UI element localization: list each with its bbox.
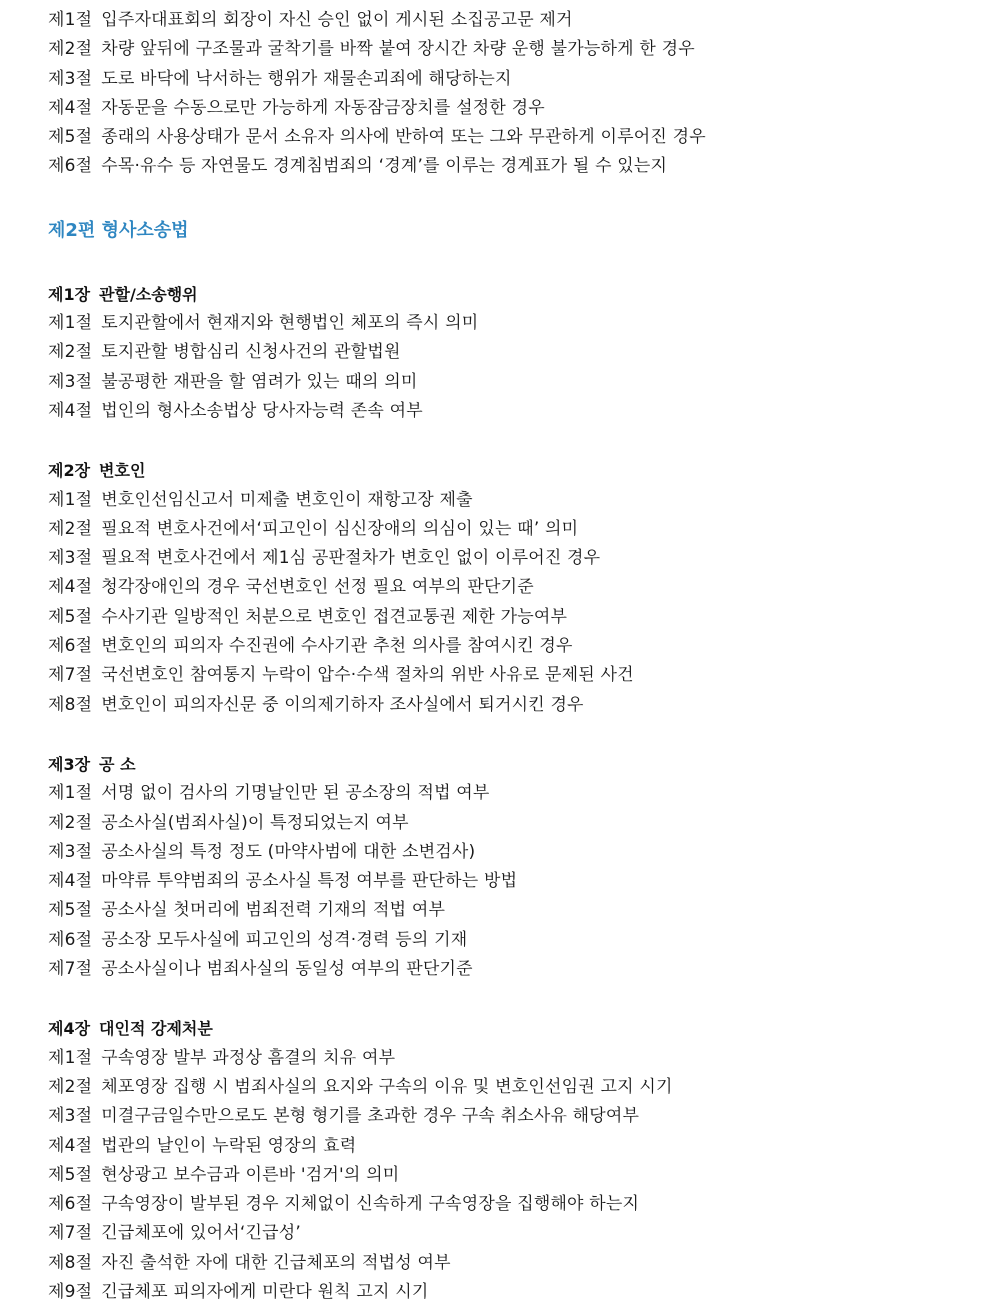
section-number: 제4절 bbox=[48, 97, 93, 118]
section-title: 공소사실 첫머리에 범죄전력 기재의 적법 여부 bbox=[101, 900, 446, 921]
list-item bbox=[48, 544, 978, 573]
list-item bbox=[48, 515, 978, 544]
section-title: 청각장애인의 경우 국선변호인 선정 필요 여부의 판단기준 bbox=[101, 577, 534, 598]
section-title: 긴급체포에 있어서‘긴급성’ bbox=[101, 1223, 301, 1244]
chapter-4 bbox=[48, 1014, 978, 1307]
spacer bbox=[48, 182, 978, 211]
table-of-contents bbox=[48, 6, 978, 1307]
list-item bbox=[48, 123, 978, 152]
chapter-number: 제3장 bbox=[48, 754, 91, 774]
section-number: 제6절 bbox=[48, 636, 93, 657]
spacer bbox=[48, 720, 978, 750]
section-number: 제3절 bbox=[48, 548, 93, 569]
list-item bbox=[48, 896, 978, 925]
section-number: 제8절 bbox=[48, 694, 93, 715]
list-item bbox=[48, 1044, 978, 1073]
chapter-heading bbox=[48, 750, 978, 779]
section-number: 제1절 bbox=[48, 1047, 93, 1068]
section-number: 제2절 bbox=[48, 342, 93, 363]
section-number: 제8절 bbox=[48, 1252, 93, 1273]
section-number: 제5절 bbox=[48, 606, 93, 627]
section-number: 제2절 bbox=[48, 1076, 93, 1097]
section-number: 제7절 bbox=[48, 665, 93, 686]
list-item bbox=[48, 94, 978, 123]
section-title: 자동문을 수동으로만 가능하게 자동잠금장치를 설정한 경우 bbox=[101, 97, 545, 118]
section-number: 제7절 bbox=[48, 1223, 93, 1244]
spacer bbox=[48, 426, 978, 456]
list-item bbox=[48, 1190, 978, 1219]
section-title: 법인의 형사소송법상 당사자능력 존속 여부 bbox=[101, 400, 423, 421]
list-item bbox=[48, 1102, 978, 1131]
section-title: 미결구금일수만으로도 본형 형기를 초과한 경우 구속 취소사유 해당여부 bbox=[101, 1106, 640, 1127]
chapter-title: 대인적 강제처분 bbox=[99, 1019, 213, 1039]
section-number: 제4절 bbox=[48, 871, 93, 892]
section-title: 공소사실이나 범죄사실의 동일성 여부의 판단기준 bbox=[101, 959, 473, 980]
list-item bbox=[48, 6, 978, 35]
section-title: 변호인의 피의자 수진권에 수사기관 추천 의사를 참여시킨 경우 bbox=[101, 636, 573, 657]
section-number: 제6절 bbox=[48, 156, 93, 177]
section-number: 제4절 bbox=[48, 400, 93, 421]
section-title: 공소사실의 특정 정도 (마약사범에 대한 소변검사) bbox=[101, 841, 476, 862]
list-item bbox=[48, 486, 978, 515]
chapter-number: 제1장 bbox=[48, 284, 91, 304]
list-item bbox=[48, 809, 978, 838]
list-item bbox=[48, 1161, 978, 1190]
section-title: 수사기관 일방적인 처분으로 변호인 접견교통권 제한 가능여부 bbox=[101, 606, 568, 627]
section-number: 제6절 bbox=[48, 929, 93, 950]
spacer bbox=[48, 984, 978, 1014]
list-item bbox=[48, 65, 978, 94]
list-item bbox=[48, 397, 978, 426]
section-title: 서명 없이 검사의 기명날인만 된 공소장의 적법 여부 bbox=[101, 783, 490, 804]
list-item bbox=[48, 1132, 978, 1161]
section-title: 체포영장 집행 시 범죄사실의 요지와 구속의 이유 및 변호인선임권 고지 시기 bbox=[101, 1076, 673, 1097]
section-title: 공소장 모두사실에 피고인의 성격·경력 등의 기재 bbox=[101, 929, 468, 950]
section-title: 토지관할 병합심리 신청사건의 관할법원 bbox=[101, 342, 401, 363]
section-number: 제5절 bbox=[48, 900, 93, 921]
section-number: 제1절 bbox=[48, 489, 93, 510]
section-title: 수목·유수 등 자연물도 경계침범죄의 ‘경계’를 이루는 경계표가 될 수 있는지 bbox=[101, 156, 668, 177]
section-number: 제1절 bbox=[48, 783, 93, 804]
list-item bbox=[48, 867, 978, 896]
chapter-title: 관할/소송행위 bbox=[99, 284, 198, 304]
section-number: 제3절 bbox=[48, 841, 93, 862]
chapter-heading bbox=[48, 456, 978, 485]
list-item bbox=[48, 1073, 978, 1102]
chapter-heading bbox=[48, 1014, 978, 1043]
section-number: 제2절 bbox=[48, 39, 93, 60]
list-item bbox=[48, 368, 978, 397]
chapter-number: 제4장 bbox=[48, 1019, 91, 1039]
chapter-3 bbox=[48, 750, 978, 984]
section-title: 필요적 변호사건에서 제1심 공판절차가 변호인 없이 이루어진 경우 bbox=[101, 548, 601, 569]
intro-section-list bbox=[48, 6, 978, 182]
spacer bbox=[48, 251, 978, 280]
section-number: 제4절 bbox=[48, 1135, 93, 1156]
list-item bbox=[48, 309, 978, 338]
section-title: 종래의 사용상태가 문서 소유자 의사에 반하여 또는 그와 무관하게 이루어진 경우 bbox=[101, 127, 706, 148]
section-number: 제5절 bbox=[48, 127, 93, 148]
list-item bbox=[48, 779, 978, 808]
section-title: 구속영장 발부 과정상 흠결의 치유 여부 bbox=[101, 1047, 396, 1068]
section-title: 구속영장이 발부된 경우 지체없이 신속하게 구속영장을 집행해야 하는지 bbox=[101, 1194, 640, 1215]
section-number: 제3절 bbox=[48, 68, 93, 89]
chapter-title: 변호인 bbox=[99, 461, 146, 481]
chapter-heading bbox=[48, 280, 978, 309]
list-item bbox=[48, 1249, 978, 1278]
section-title: 필요적 변호사건에서‘피고인이 심신장애의 의심이 있는 때’ 의미 bbox=[101, 518, 579, 539]
list-item bbox=[48, 955, 978, 984]
section-title: 토지관할에서 현재지와 현행법인 체포의 즉시 의미 bbox=[101, 313, 479, 334]
section-title: 마약류 투약범죄의 공소사실 특정 여부를 판단하는 방법 bbox=[101, 871, 518, 892]
section-number: 제5절 bbox=[48, 1164, 93, 1185]
section-number: 제1절 bbox=[48, 10, 93, 30]
section-title: 현상광고 보수금과 이른바 '검거'의 의미 bbox=[101, 1164, 400, 1185]
section-title: 긴급체포 피의자에게 미란다 원칙 고지 시기 bbox=[101, 1281, 429, 1302]
chapter-1 bbox=[48, 280, 978, 426]
section-number: 제2절 bbox=[48, 518, 93, 539]
chapter-2 bbox=[48, 456, 978, 720]
list-item bbox=[48, 691, 978, 720]
section-number: 제4절 bbox=[48, 577, 93, 598]
section-title: 차량 앞뒤에 구조물과 굴착기를 바짝 붙여 장시간 차량 운행 불가능하게 한 경우 bbox=[101, 39, 695, 60]
list-item bbox=[48, 338, 978, 367]
section-number: 제3절 bbox=[48, 1106, 93, 1127]
list-item bbox=[48, 35, 978, 64]
section-number: 제9절 bbox=[48, 1281, 93, 1302]
list-item bbox=[48, 632, 978, 661]
list-item bbox=[48, 1219, 978, 1248]
section-title: 변호인이 피의자신문 중 이의제기하자 조사실에서 퇴거시킨 경우 bbox=[101, 694, 584, 715]
section-title: 국선변호인 참여통지 누락이 압수·수색 절차의 위반 사유로 문제된 사건 bbox=[101, 665, 634, 686]
section-number: 제6절 bbox=[48, 1194, 93, 1215]
section-title: 변호인선임신고서 미제출 변호인이 재항고장 제출 bbox=[101, 489, 473, 510]
section-number: 제2절 bbox=[48, 812, 93, 833]
list-item bbox=[48, 661, 978, 690]
list-item bbox=[48, 573, 978, 602]
list-item bbox=[48, 152, 978, 181]
list-item bbox=[48, 926, 978, 955]
list-item bbox=[48, 838, 978, 867]
section-title: 자진 출석한 자에 대한 긴급체포의 적법성 여부 bbox=[101, 1252, 451, 1273]
section-title: 입주자대표회의 회장이 자신 승인 없이 게시된 소집공고문 제거 bbox=[101, 10, 573, 30]
part-title: 제2편 형사소송법 bbox=[48, 219, 189, 241]
list-item bbox=[48, 603, 978, 632]
chapter-number: 제2장 bbox=[48, 461, 91, 481]
section-title: 법관의 날인이 누락된 영장의 효력 bbox=[101, 1135, 357, 1156]
chapter-title: 공 소 bbox=[99, 754, 136, 774]
section-title: 공소사실(범죄사실)이 특정되었는지 여부 bbox=[101, 812, 409, 833]
section-number: 제3절 bbox=[48, 371, 93, 392]
section-number: 제1절 bbox=[48, 313, 93, 334]
list-item bbox=[48, 1278, 978, 1307]
section-title: 도로 바닥에 낙서하는 행위가 재물손괴죄에 해당하는지 bbox=[101, 68, 512, 89]
section-number: 제7절 bbox=[48, 959, 93, 980]
section-title: 불공평한 재판을 할 염려가 있는 때의 의미 bbox=[101, 371, 418, 392]
